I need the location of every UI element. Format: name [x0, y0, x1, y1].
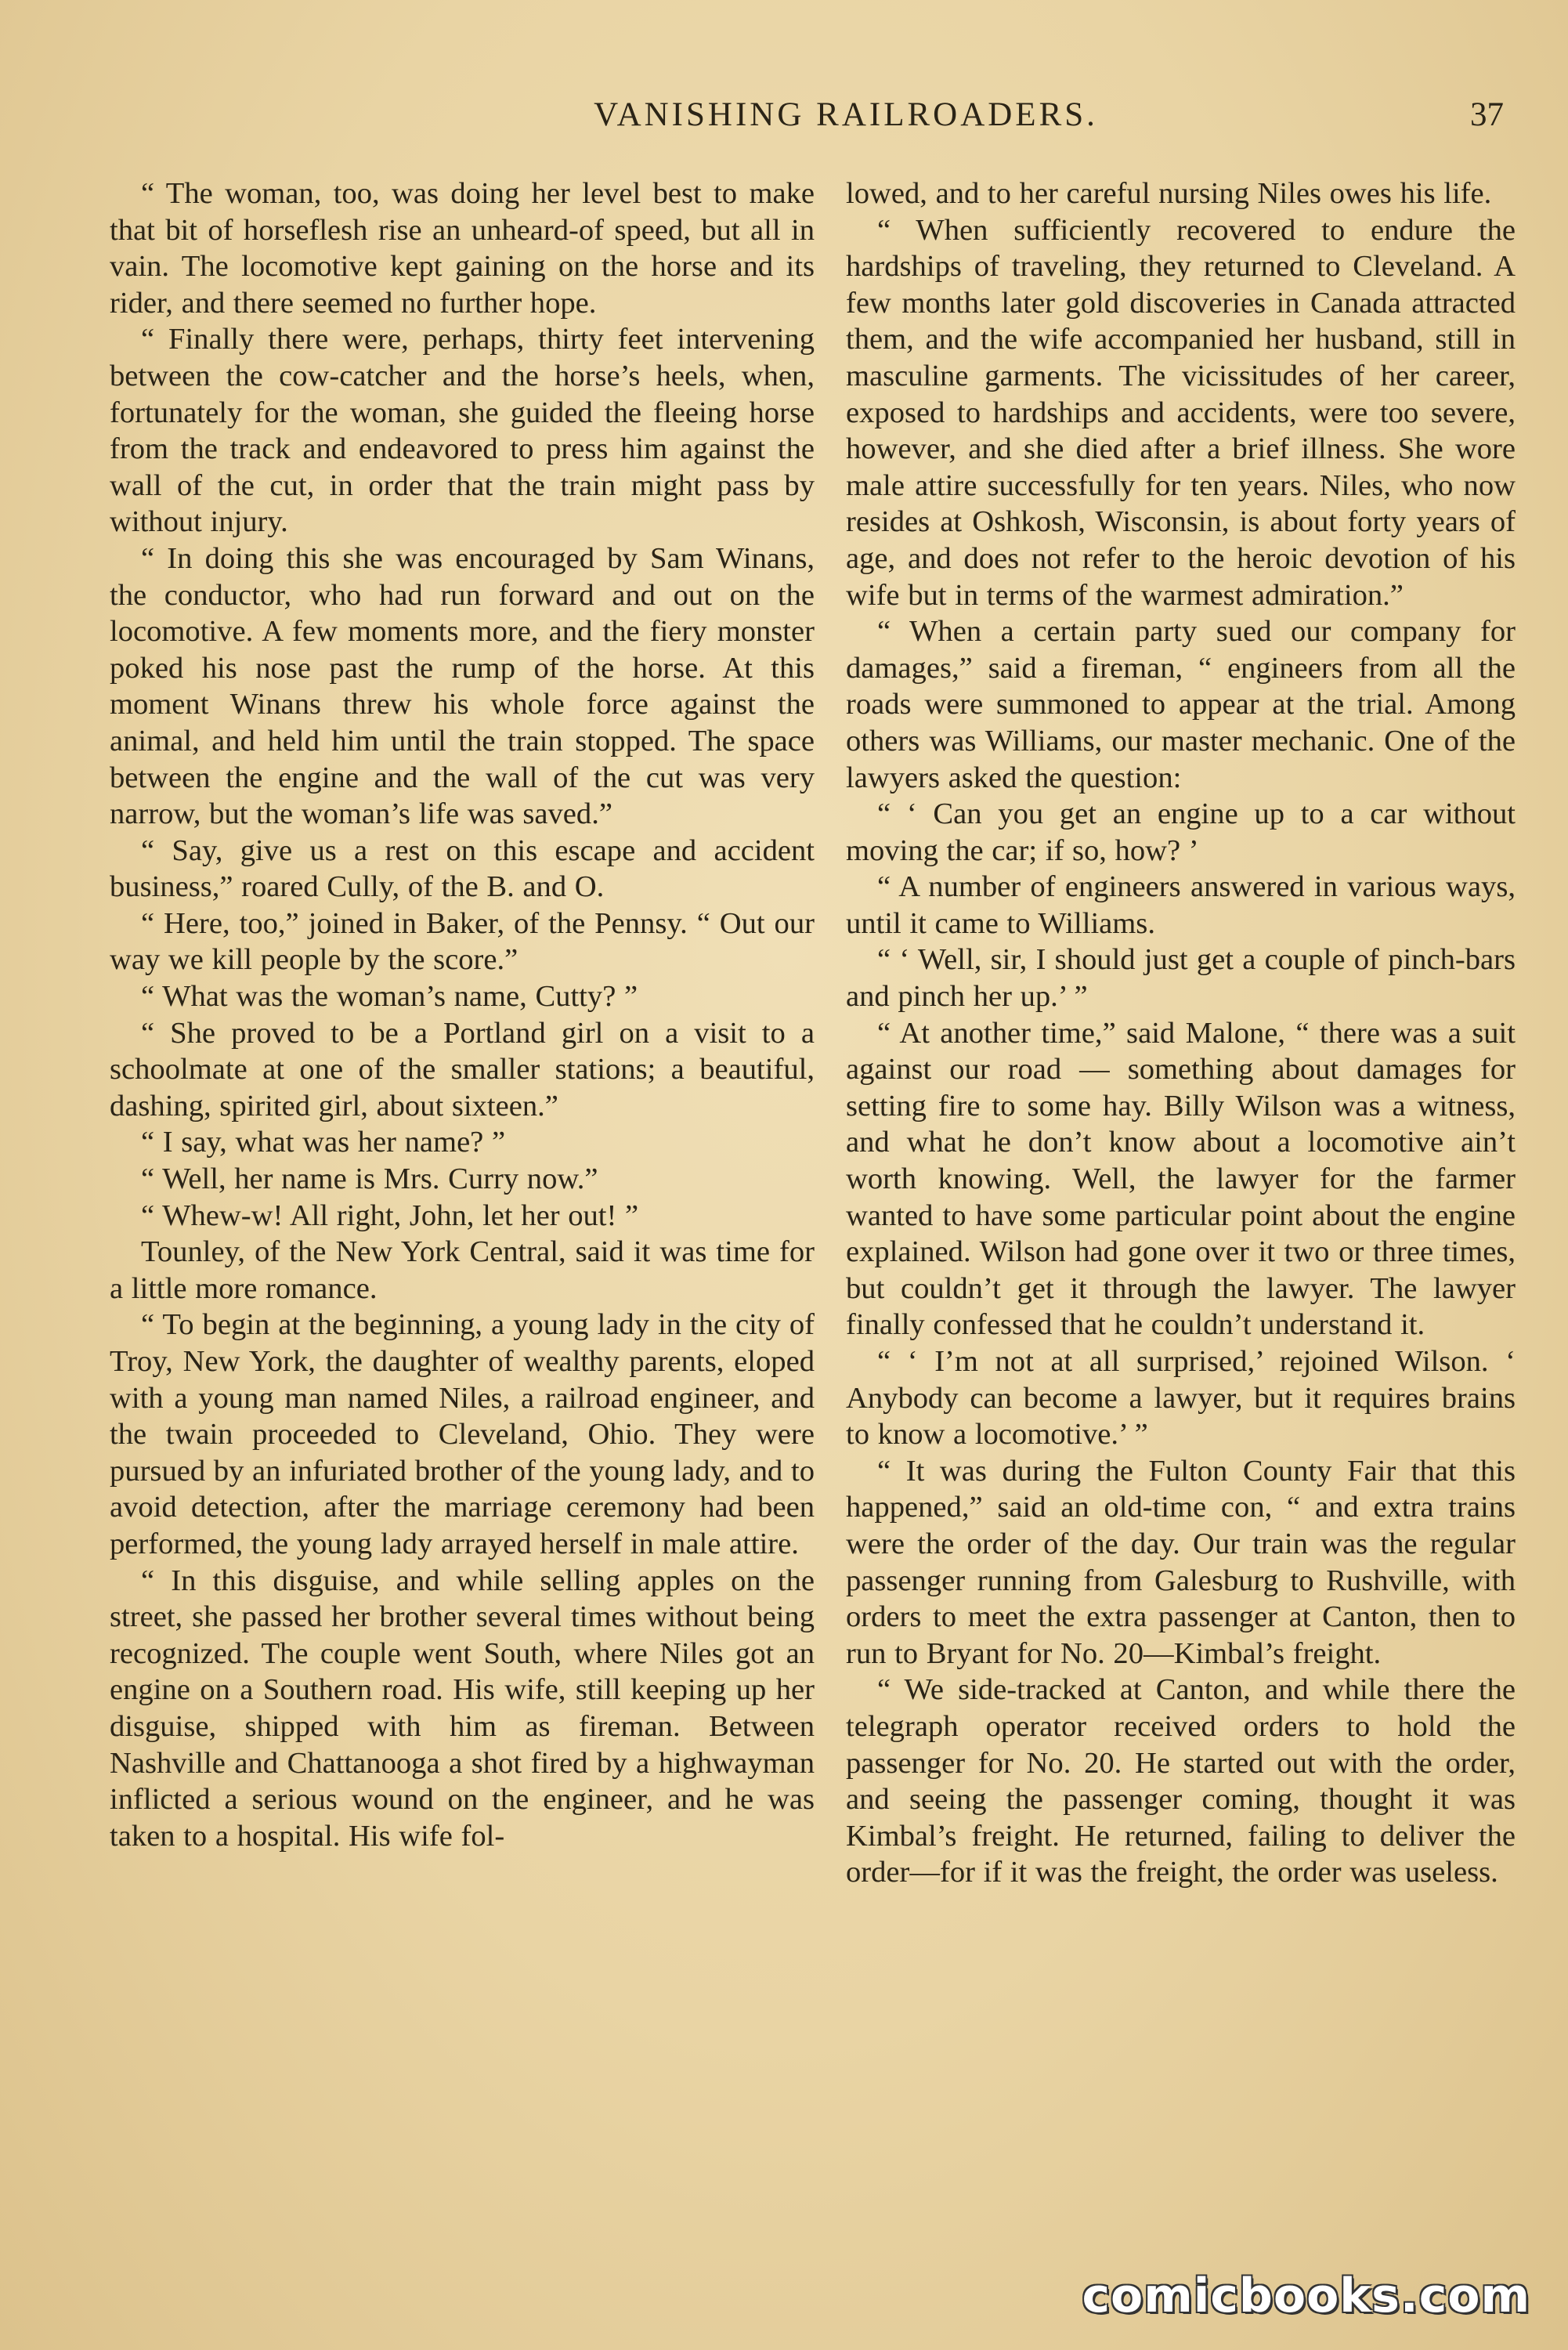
- paragraph: Tounley, of the New York Central, said it was time for a little more romance.: [110, 1235, 815, 1305]
- paragraph: “ ‘ Can you get an engine up to a car without moving the car; if so, how? ’: [846, 797, 1516, 867]
- paragraph: “ In doing this she was encouraged by Sam Winans, the conductor, who had run forward and out on the locomotive. A few moments more, and the fiery monster poked his nose past the rump of the horse. At this moment Winans threw his whole force against the animal, and held him until the train stopped. The space between the engine and the wall of the cut was very narrow, but the woman’s life was saved.”: [110, 541, 815, 831]
- paragraph: “ At another time,” said Malone, “ there was a suit against our road — something about damages for setting fire to some hay. Billy Wilson was a witness, and what he don’t know about a locomotive ain’t worth knowing. Well, the lawyer for the farmer wanted to have some particular point about the engine explained. Wilson had gone over it two or three times, but couldn’t get it through the lawyer. The lawyer finally confessed that he couldn’t understand it.: [846, 1016, 1516, 1342]
- watermark: comicbooks.com: [1082, 2269, 1530, 2323]
- paragraph: “ I say, what was her name? ”: [141, 1126, 506, 1159]
- page-number: 37: [1470, 96, 1504, 133]
- paragraph: “ Whew-w! All right, John, let her out! ”: [141, 1198, 639, 1232]
- paragraph: “ Here, too,” joined in Baker, of the Pennsy. “ Out our way we kill people by the score.”: [110, 906, 815, 977]
- paragraph: “ ‘ Well, sir, I should just get a couple of pinch-bars and pinch her up.’ ”: [846, 943, 1516, 1014]
- left-column: [110, 175, 815, 1854]
- paragraph: “ A number of engineers answered in various ways, until it came to Williams.: [846, 870, 1516, 940]
- paragraph: “ To begin at the beginning, a young lady in the city of Troy, New York, the daughter of wealthy parents, eloped with a young man named Niles, a railroad engineer, and the twain proceeded to Cleveland, Ohio. They were pursued by an infuriated brother of the young lady, and to avoid detection, after the marriage ceremony had been performed, the young lady arrayed herself in male attire.: [110, 1308, 815, 1560]
- paragraph: “ Say, give us a rest on this escape and accident business,” roared Cully, of the B. and O.: [110, 833, 815, 904]
- paragraph: “ In this disguise, and while selling apples on the street, she passed her brother several times without being recognized. The couple went South, where Niles got an engine on a Southern road. His wife, still keeping up her disguise, shipped with him as fireman. Between Nashville and Chattanooga a shot fired by a highwayman inflicted a serious wound on the engineer, and he was taken to a hospital. His wife fol-: [110, 1564, 815, 1853]
- paragraph: “ Finally there were, perhaps, thirty feet intervening between the cow-catcher and the horse’s heels, when, fortunately for the woman, she guided the fleeing horse from the track and endeavored to press him against the wall of the cut, in order that the train might pass by without injury.: [110, 323, 815, 539]
- paragraph: “ It was during the Fulton County Fair that this happened,” said an old-time con, “ and extra trains were the order of the day. Our train was the regular passenger running from Galesburg to Rushville, with orders to meet the extra passenger at Canton, then to run to Bryant for No. 20—Kimbal’s freight.: [846, 1454, 1516, 1670]
- page-header: [0, 88, 1568, 143]
- paragraph: “ ‘ I’m not at all surprised,’ rejoined Wilson. ‘ Anybody can become a lawyer, but it requires brains to know a locomotive.’ ”: [846, 1345, 1516, 1452]
- paragraph: “ When sufficiently recovered to endure the hardships of traveling, they returned to Cleveland. A few months later gold discoveries in Canada attracted them, and the wife accompanied her husband, still in masculine garments. The vicissitudes of her career, exposed to hardships and accidents, were too severe, however, and she died after a brief illness. She wore male attire successfully for ten years. Niles, who now resides at Oshkosh, Wisconsin, is about forty years of age, and does not refer to the heroic devotion of his wife but in terms of the warmest admiration.”: [846, 213, 1516, 612]
- paragraph: “ We side-tracked at Canton, and while there the telegraph operator received orders to hold the passenger for No. 20. He started out with the order, and seeing the passenger coming, thought it was Kimbal’s freight. He returned, failing to deliver the order—for if it was the freight, the order was useless.: [846, 1673, 1516, 1889]
- paragraph: “ Well, her name is Mrs. Curry now.”: [141, 1162, 598, 1196]
- paragraph: “ She proved to be a Portland girl on a visit to a schoolmate at one of the smaller stations; a beautiful, dashing, spirited girl, about sixteen.”: [110, 1016, 815, 1123]
- paragraph: “ What was the woman’s name, Cutty? ”: [141, 980, 638, 1014]
- continued-paragraph: lowed, and to her careful nursing Niles owes his life.: [846, 177, 1492, 210]
- paragraph: “ When a certain party sued our company for damages,” said a fireman, “ engineers from all the roads were summoned to appear at the trial. Among others was Williams, our master mechanic. One of the lawyers asked the question:: [846, 615, 1516, 794]
- running-title: VANISHING RAILROADERS.: [594, 96, 1098, 133]
- paragraph: “ The woman, too, was doing her level best to make that bit of horseflesh rise an unheard-of speed, but all in vain. The locomotive kept gaining on the horse and its rider, and there seemed no further hope.: [110, 177, 815, 320]
- right-column: [846, 175, 1516, 1891]
